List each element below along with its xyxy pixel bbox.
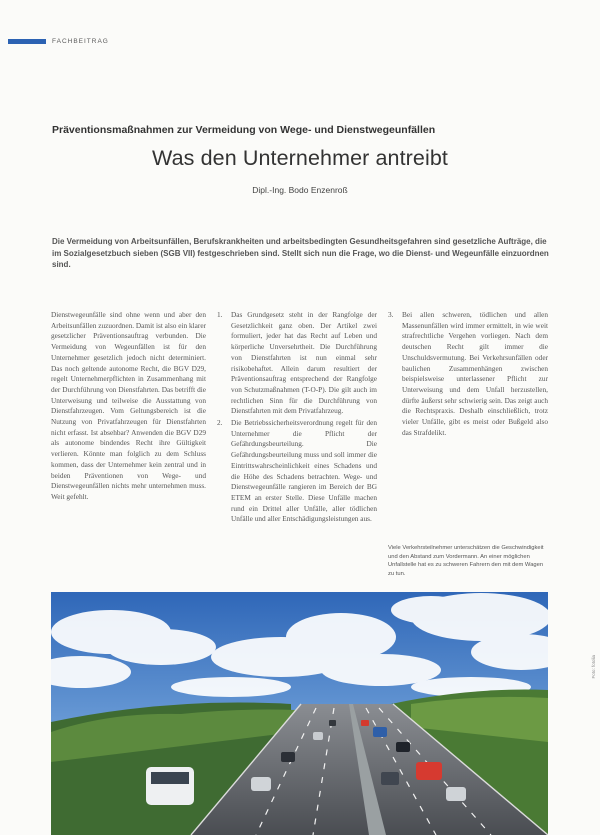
column1-paragraph: Dienstwegeunfälle sind ohne wenn und aber den Arbeitsunfällen zuzuordnen. Damit ist also ein klarer gesetzlicher Präventionsauftrag verbunden. Die Vermeidung von Wegeunfällen ist für den Unternehmer gesetzlich jedoch nicht determiniert. Das noch geltende autonome Recht, die BGV D29, regelt Unternehmerpflichten in Zusammenhang mit der Durchführung von Dienstfahrten. Das betrifft die Unterweisung und teilweise die Ausstattung von Dienstfahrzeugen. Vom Geltungsbereich ist die Nutzung von Privatfahrzeugen für Dienstfahrten nicht erfasst. Ist absehbar? Anwenden die BGV D29 als autonome bindendes Recht ihre Gültigkeit verlieren. Könnte man folglich zu dem Schluss kommen, dass der Unternehmer kein zentral und in beiden Präventionen von Wege- und Dienstwegeunfällen nichts mehr unternehmen muss. Weit gefehlt. (51, 310, 206, 501)
highway-photo-illustration (51, 592, 548, 835)
list-number: 2. (217, 418, 223, 428)
list-number: 3. (388, 310, 394, 319)
text-column-3 (388, 310, 548, 508)
list-item (217, 310, 377, 417)
list-text: Das Grundgesetz steht in der Rangfolge der Gesetzlichkeit ganz oben. Der Artikel zwei formuliert, jeder hat das Recht auf Leben und körperliche Unversehrtheit. Die Durchführung von Dienstfahrten ist nun einmal sehr risikobehaftet. Allein darum resultiert der Präventionsauftrag entsprechend der Rangfolge von Schutzmaßnahmen (T-O-P). Die gilt auch im rechtlichen Sinn für die Durchführung von Dienstfahrten mit dem Privatfahrzeug. (231, 310, 377, 416)
article-author: Dipl.-Ing. Bodo Enzenroß (252, 185, 348, 195)
highway-photo (51, 592, 548, 835)
article-title: Was den Unternehmer antreibt (152, 146, 448, 170)
article-kicker: Präventionsmaßnahmen zur Vermeidung von Wege- und Dienstwegeunfällen (52, 124, 436, 136)
text-column-1 (51, 310, 206, 575)
photo-credit: Foto: fotolia (591, 655, 596, 679)
numbered-list (388, 310, 548, 438)
list-text: Die Betriebssicherheitsverordnung regelt für den Unternehmer die Pflicht der Gefährdungsbeurteilung. Die Gefährdungsbeurteilung muss und soll immer die Eintrittswahrscheinlichkeit eines Schadens und die Höhe des Schadens betrachten. Wege- und Dienstwegeunfälle rangieren im Bereich der BG ETEM an erster Stelle. Diese Unfälle machen rund ein Drittel aller Unfälle, aller tödlichen Unfälle und aller Entschädigungsleistungen aus. (231, 418, 377, 524)
image-caption: Viele Verkehrsteilnehmer unterschätzen die Geschwindigkeit und den Abstand zum Vordermann. An einer möglichen Unfallstelle hat es zu schweren Fahrern den mit dem Wagen zu tun. (388, 545, 544, 577)
section-label: FACHBEITRAG (52, 38, 109, 45)
article-lead: Die Vermeidung von Arbeitsunfällen, Berufskrankheiten und arbeitsbedingten Gesundheitsgefahren sind gesetzliche Aufträge, die im Sozialgesetzbuch sieben (SGB VII) festgeschrieben sind. Stellt sich nun die Frage, wo die Dienst- und Wegeunfälle einzuordnen sind. (52, 237, 549, 270)
list-item (217, 418, 377, 525)
text-column-2 (217, 310, 377, 572)
section-color-bar (8, 39, 46, 44)
list-text: Bei allen schweren, tödlichen und allen Massenunfällen wird immer ermittelt, in wie weit strafrechtliche Vergehen vorliegen. Nach dem deutschen Recht gilt immer die Unschuldsvermutung. Bei Verkehrsunfällen oder baulichen Zusammenhängen zwischen beispielsweise unterlassener Pflicht zur Unterweisung und dem Unfall herzustellen, dürfte äußerst sehr schwierig sein. Das zeigt auch die Rechtspraxis. Deshalb einschließlich, trotz vieler Unfälle, gibt es meist oder Bußgeld also das Strafdelikt. (402, 310, 548, 437)
list-number: 1. (217, 310, 223, 319)
list-item (388, 310, 548, 438)
section-tag (8, 38, 109, 45)
numbered-list (217, 310, 377, 525)
